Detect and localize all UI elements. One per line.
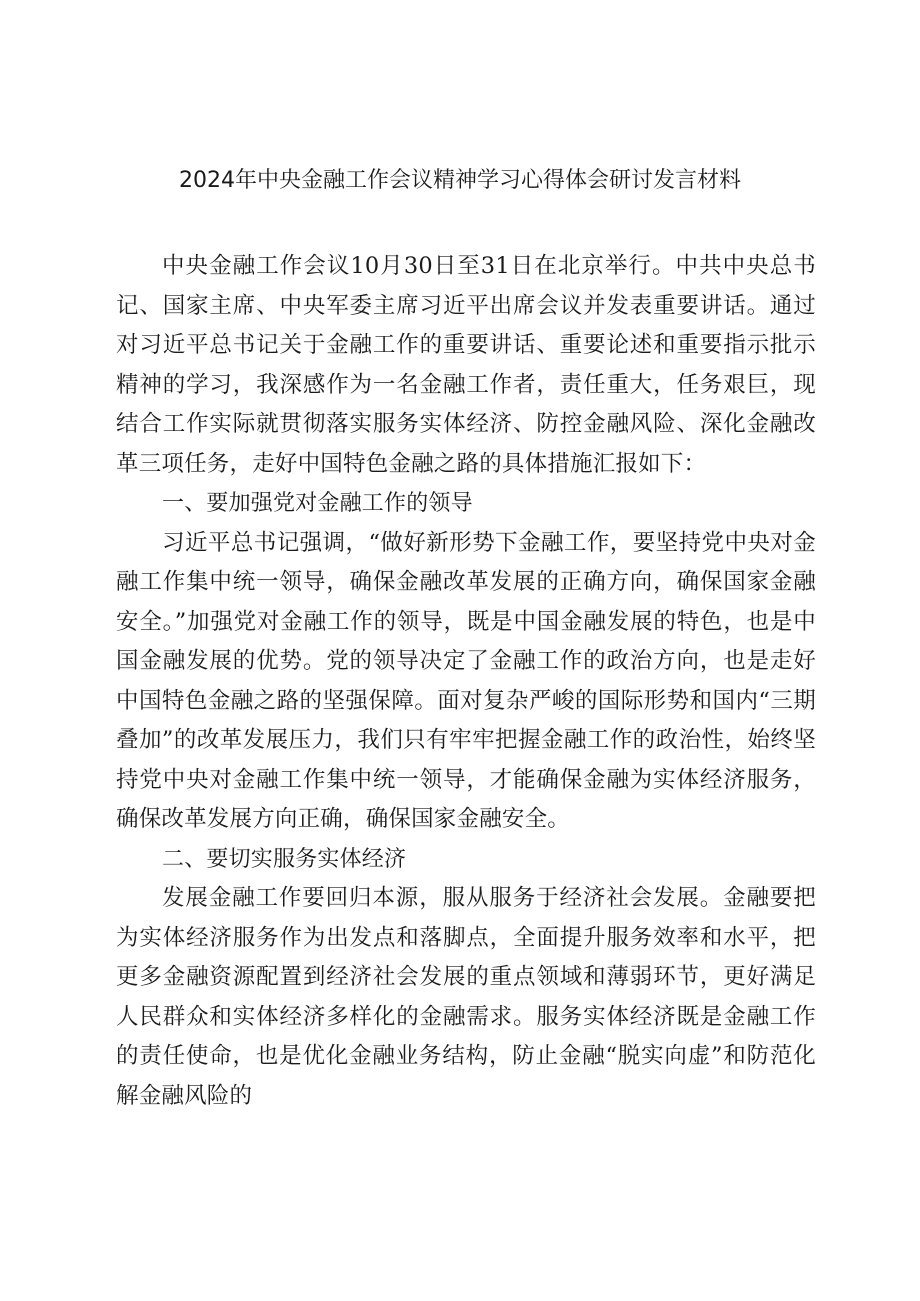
section-paragraph-2: 发展金融工作要回归本源，服从服务于经济社会发展。金融要把为实体经济服务作为出发点和落脚点，全面提升服务效率和水平，把更多金融资源配置到经济社会发展的重点领域和薄弱环节，更好满足人民群众和实体经济多样化的金融需求。服务实体经济既是金融工作的责任使命，也是优化金融业务结构，防止金融“脱实向虚”和防范化解金融风险的 bbox=[116, 885, 816, 1109]
document-body bbox=[116, 247, 816, 1116]
section-heading-1: 一、要加强党对金融工作的领导 bbox=[162, 491, 473, 516]
document-title: 2024年中央金融工作会议精神学习心得体会研讨发言材料 bbox=[179, 168, 741, 193]
intro-paragraph: 中央金融工作会议10月30日至31日在北京举行。中共中央总书记、国家主席、中央军委主席习近平出席会议并发表重要讲话。通过对习近平总书记关于金融工作的重要讲话、重要论述和重要指示批示精神的学习，我深感作为一名金融工作者，责任重大，任务艰巨，现结合工作实际就贯彻落实服务实体经济、防控金融风险、深化金融改革三项任务，走好中国特色金融之路的具体措施汇报如下： bbox=[116, 253, 816, 477]
section-paragraph-1: 习近平总书记强调，“做好新形势下金融工作，要坚持党中央对金融工作集中统一领导，确保金融改革发展的正确方向，确保国家金融安全。”加强党对金融工作的领导，既是中国金融发展的特色，也是中国金融发展的优势。党的领导决定了金融工作的政治方向，也是走好中国特色金融之路的坚强保障。面对复杂严峻的国际形势和国内“三期叠加”的改革发展压力，我们只有牢牢把握金融工作的政治性，始终坚持党中央对金融工作集中统一领导，才能确保金融为实体经济服务，确保改革发展方向正确，确保国家金融安全。 bbox=[116, 529, 816, 832]
section-heading-2: 二、要切实服务实体经济 bbox=[162, 846, 407, 872]
